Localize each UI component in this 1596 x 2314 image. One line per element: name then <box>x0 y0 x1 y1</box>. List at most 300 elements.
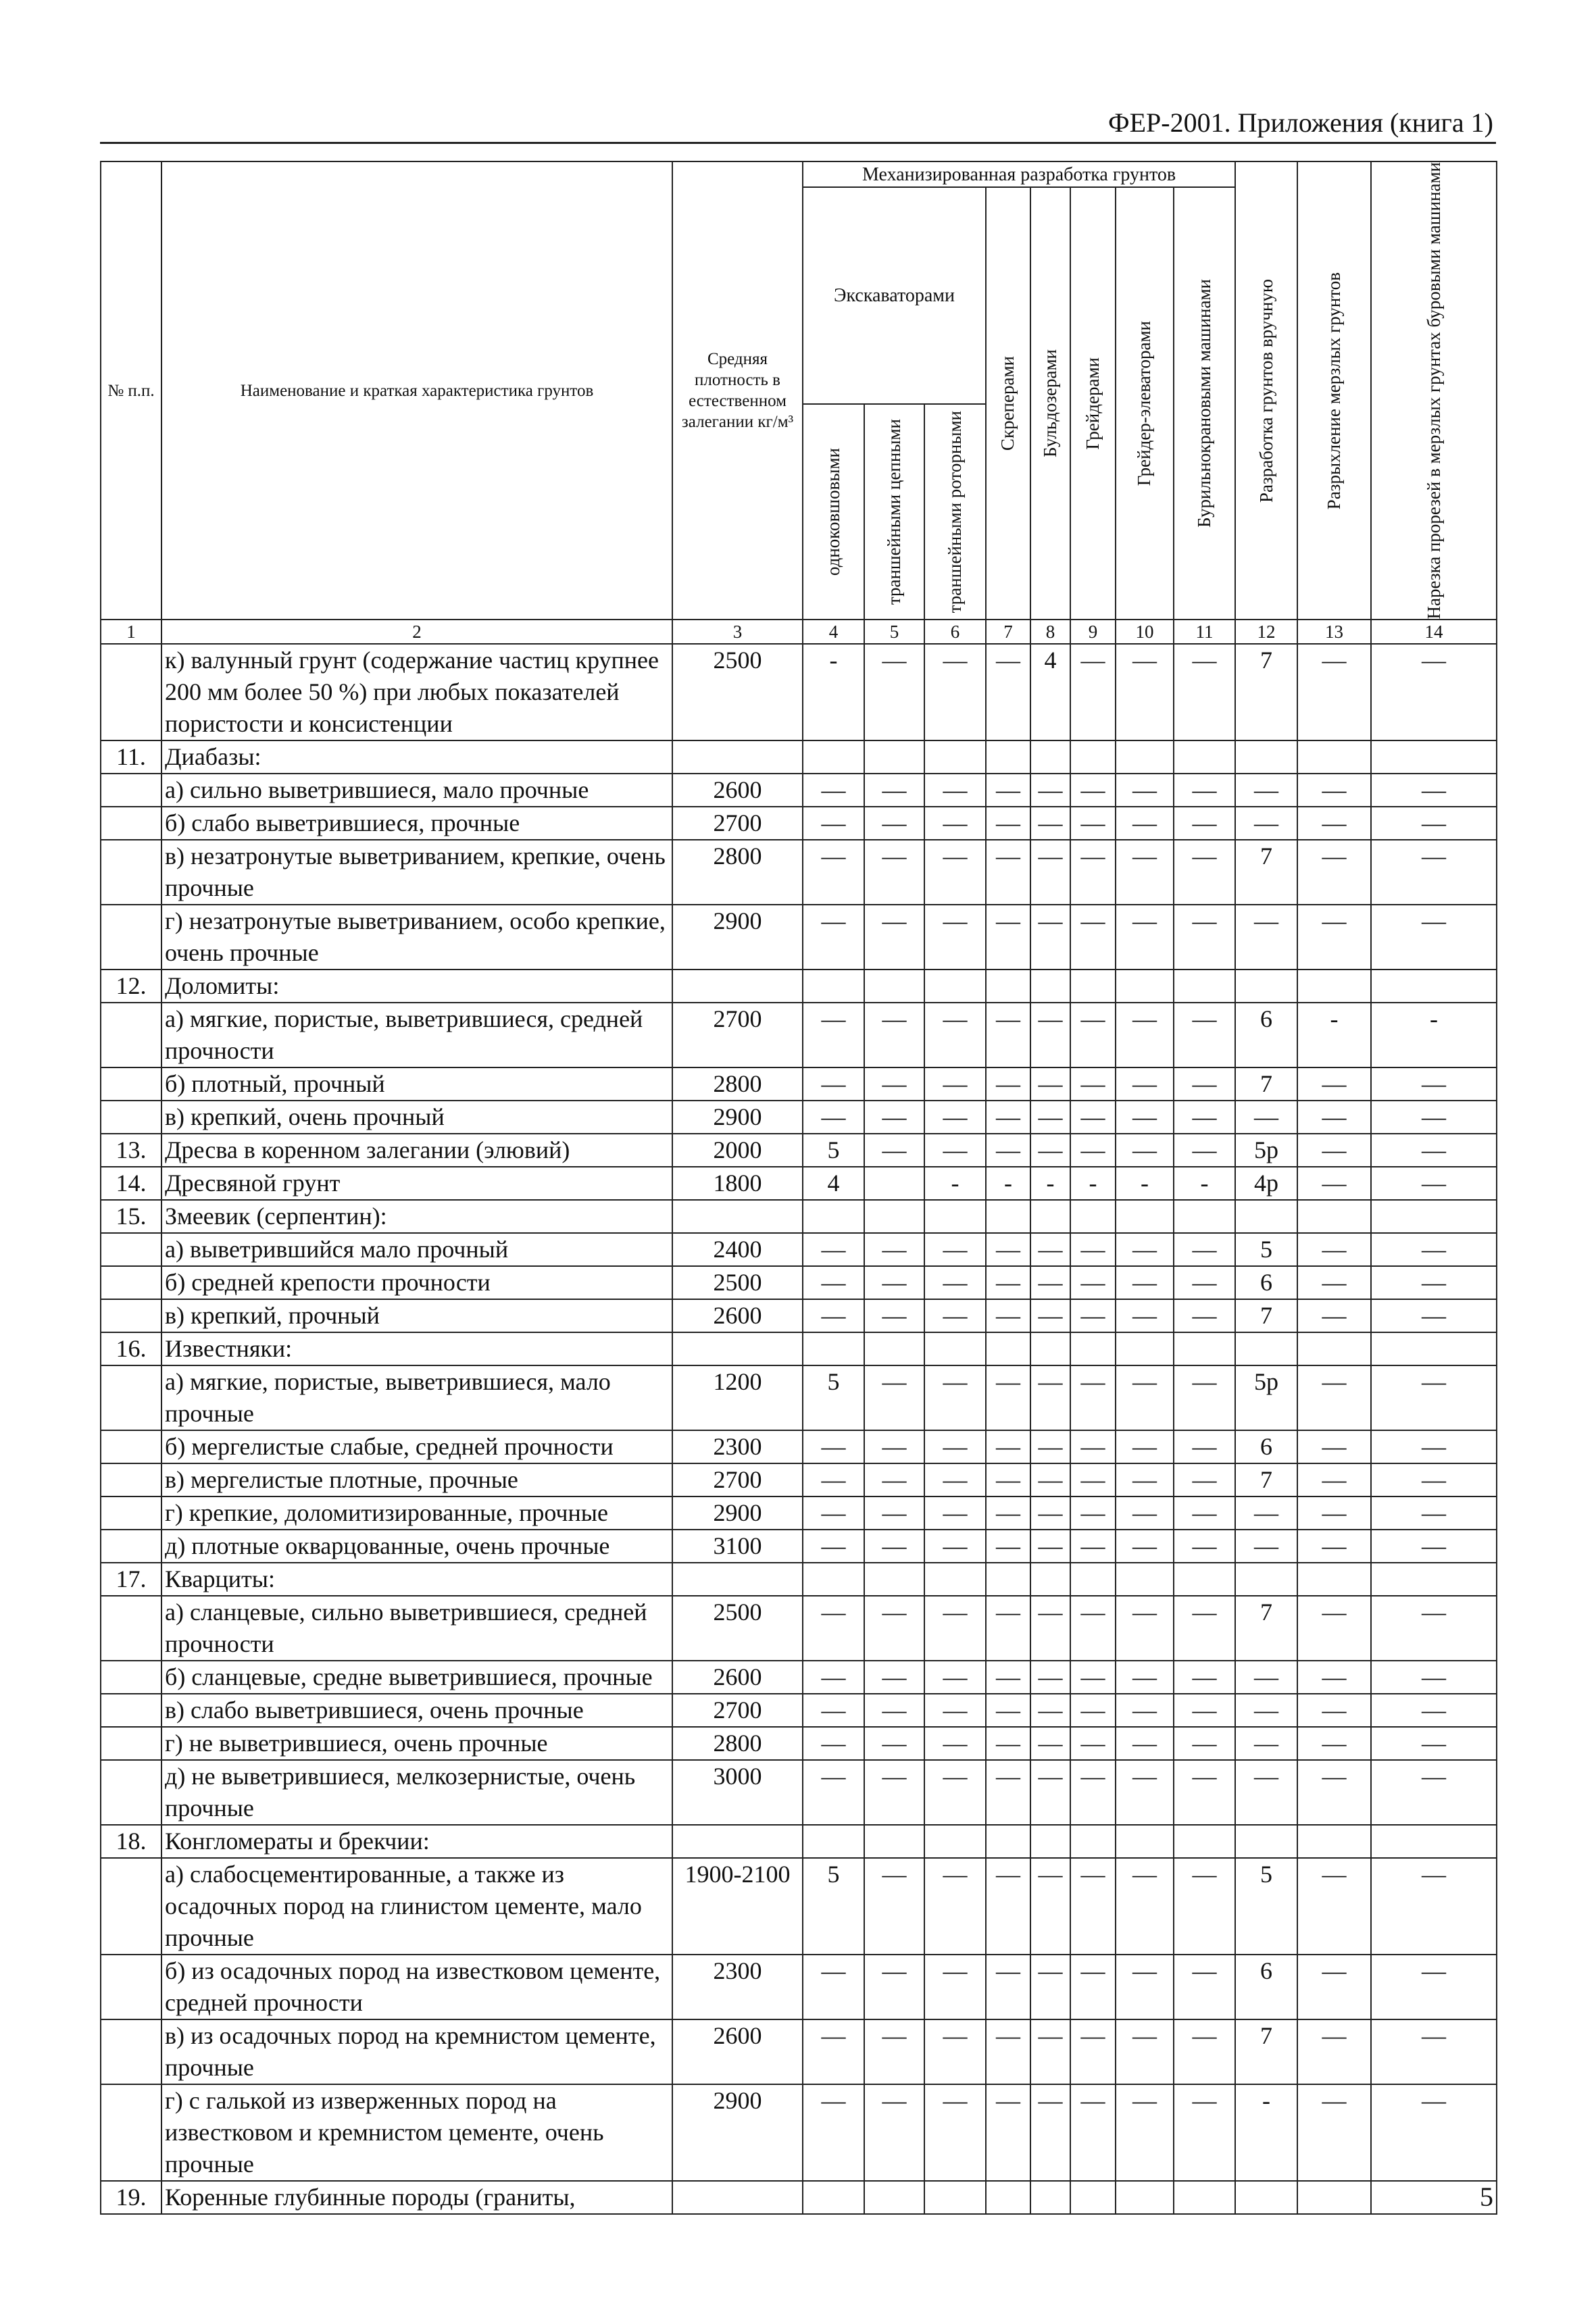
table-row <box>101 1134 1497 1167</box>
category-value <box>1371 1332 1497 1365</box>
soil-name: в) незатронутые выветриванием, крепкие, очень прочные <box>161 840 672 905</box>
category-value <box>1116 1563 1174 1596</box>
category-value <box>924 1825 986 1858</box>
category-value: — <box>1297 1365 1371 1430</box>
row-number: 13. <box>101 1134 161 1167</box>
category-value <box>803 740 864 774</box>
category-value: — <box>1070 1067 1116 1101</box>
column-number: 4 <box>803 620 864 644</box>
row-number <box>101 1101 161 1134</box>
category-value: — <box>803 1727 864 1760</box>
category-value: 7 <box>1235 2019 1297 2084</box>
row-number: 14. <box>101 1167 161 1200</box>
category-value: — <box>986 1530 1030 1563</box>
category-value: — <box>1174 1101 1235 1134</box>
soil-name: б) сланцевые, средне выветрившиеся, прочные <box>161 1661 672 1694</box>
category-value <box>1116 2181 1174 2214</box>
category-value: — <box>1174 1266 1235 1299</box>
category-value: — <box>1030 840 1070 905</box>
soil-name: Диабазы: <box>161 740 672 774</box>
density-value <box>672 1563 803 1596</box>
category-value: — <box>1116 1003 1174 1067</box>
density-value: 2900 <box>672 1101 803 1134</box>
category-value: — <box>1116 1101 1174 1134</box>
category-value <box>1116 740 1174 774</box>
category-value <box>1235 970 1297 1003</box>
category-value: — <box>986 2084 1030 2181</box>
category-value: — <box>986 807 1030 840</box>
density-value: 1900-2100 <box>672 1858 803 1955</box>
category-value: — <box>1030 774 1070 807</box>
category-value <box>1235 1332 1297 1365</box>
category-value: — <box>803 2084 864 2181</box>
category-value: — <box>924 1661 986 1694</box>
soil-name: Кварциты: <box>161 1563 672 1596</box>
category-value: — <box>1030 2084 1070 2181</box>
category-value: — <box>1371 1496 1497 1530</box>
category-value <box>1116 1332 1174 1365</box>
row-number <box>101 1530 161 1563</box>
category-value: — <box>1235 1496 1297 1530</box>
header-drill-machines: Бурильнокрановыми машинами <box>1174 187 1235 620</box>
category-value <box>1030 1563 1070 1596</box>
category-value: — <box>1116 905 1174 970</box>
category-value: — <box>1297 1067 1371 1101</box>
category-value: — <box>864 1299 924 1332</box>
density-value: 2700 <box>672 1694 803 1727</box>
category-value: — <box>924 1003 986 1067</box>
category-value: — <box>1235 1727 1297 1760</box>
category-value: — <box>986 1463 1030 1496</box>
category-value: - <box>1116 1167 1174 1200</box>
category-value: — <box>1371 840 1497 905</box>
density-value: 2500 <box>672 644 803 740</box>
category-value: — <box>924 1694 986 1727</box>
table-row <box>101 1727 1497 1760</box>
category-value: - <box>1371 1003 1497 1067</box>
category-value: — <box>1030 1496 1070 1530</box>
category-value: — <box>986 1955 1030 2019</box>
row-number <box>101 774 161 807</box>
row-number: 16. <box>101 1332 161 1365</box>
row-number <box>101 1727 161 1760</box>
category-value: — <box>1297 1299 1371 1332</box>
category-value: — <box>1030 1233 1070 1266</box>
header-frozen-loosening: Разрыхление мерзлых грунтов <box>1297 161 1371 620</box>
running-head: ФЕР-2001. Приложения (книга 1) <box>1108 107 1493 138</box>
category-value <box>986 1825 1030 1858</box>
table-row <box>101 1760 1497 1825</box>
category-value: — <box>924 1101 986 1134</box>
category-value: — <box>1116 840 1174 905</box>
soil-name: а) сильно выветрившиеся, мало прочные <box>161 774 672 807</box>
soil-name: Змеевик (серпентин): <box>161 1200 672 1233</box>
table-row <box>101 1858 1497 1955</box>
category-value: — <box>1297 1134 1371 1167</box>
soil-name: б) мергелистые слабые, средней прочности <box>161 1430 672 1463</box>
category-value <box>1235 2181 1297 2214</box>
category-value: — <box>986 1101 1030 1134</box>
category-value: — <box>1371 1134 1497 1167</box>
category-value: — <box>1371 1101 1497 1134</box>
category-value: — <box>1070 1430 1116 1463</box>
category-value: — <box>864 1003 924 1067</box>
row-number <box>101 1266 161 1299</box>
category-value: — <box>864 1496 924 1530</box>
category-value <box>1116 970 1174 1003</box>
row-number <box>101 807 161 840</box>
category-value: — <box>1070 1694 1116 1727</box>
category-value: — <box>986 2019 1030 2084</box>
table-row <box>101 1233 1497 1266</box>
category-value: — <box>1070 2019 1116 2084</box>
category-value: — <box>864 1430 924 1463</box>
table-row <box>101 840 1497 905</box>
category-value: — <box>864 644 924 740</box>
category-value: 5р <box>1235 1134 1297 1167</box>
soil-name: д) не выветрившиеся, мелкозернистые, очень прочные <box>161 1760 672 1825</box>
row-number <box>101 2019 161 2084</box>
category-value: — <box>1070 1365 1116 1430</box>
category-value: — <box>1371 644 1497 740</box>
category-value: — <box>1174 1134 1235 1167</box>
category-value: — <box>1174 807 1235 840</box>
category-value: — <box>803 1003 864 1067</box>
category-value: — <box>1070 644 1116 740</box>
category-value <box>864 970 924 1003</box>
table-row <box>101 1101 1497 1134</box>
category-value: — <box>803 1463 864 1496</box>
density-value: 1800 <box>672 1167 803 1200</box>
category-value: — <box>803 1101 864 1134</box>
category-value <box>1174 2181 1235 2214</box>
category-value: — <box>1371 774 1497 807</box>
density-value <box>672 1825 803 1858</box>
category-value: 4 <box>1030 644 1070 740</box>
category-value: — <box>924 1067 986 1101</box>
category-value: — <box>1371 1694 1497 1727</box>
category-value: — <box>1297 1727 1371 1760</box>
row-number <box>101 1858 161 1955</box>
category-value: — <box>1070 1101 1116 1134</box>
soil-name: г) незатронутые выветриванием, особо крепкие, очень прочные <box>161 905 672 970</box>
category-value: — <box>986 1134 1030 1167</box>
header-trench-chain: траншейными цепными <box>864 404 924 620</box>
category-value: — <box>924 1430 986 1463</box>
category-value: 5 <box>803 1858 864 1955</box>
category-value: — <box>924 1955 986 2019</box>
category-value: — <box>864 1858 924 1955</box>
category-value: 4 <box>803 1167 864 1200</box>
category-value: — <box>1116 1299 1174 1332</box>
soil-name: б) слабо выветрившиеся, прочные <box>161 807 672 840</box>
header-manual: Разработка грунтов вручную <box>1235 161 1297 620</box>
category-value: — <box>1030 2019 1070 2084</box>
table-row <box>101 774 1497 807</box>
header-num: № п.п. <box>101 161 161 620</box>
category-value: — <box>1116 1596 1174 1661</box>
row-number <box>101 1496 161 1530</box>
table-row <box>101 1496 1497 1530</box>
category-value: — <box>924 840 986 905</box>
header-mechanized: Механизированная разработка грунтов <box>803 161 1235 187</box>
category-value: — <box>1371 1760 1497 1825</box>
header-single-bucket: одноковшовыми <box>803 404 864 620</box>
category-value: — <box>803 1760 864 1825</box>
density-value: 2600 <box>672 1661 803 1694</box>
category-value: — <box>986 1727 1030 1760</box>
category-value: 6 <box>1235 1430 1297 1463</box>
header-trench-rotor: траншейными роторными <box>924 404 986 620</box>
category-value: — <box>1297 1661 1371 1694</box>
category-value: — <box>1371 1430 1497 1463</box>
row-number <box>101 1596 161 1661</box>
category-value <box>1371 1825 1497 1858</box>
density-value <box>672 1332 803 1365</box>
category-value: 4р <box>1235 1167 1297 1200</box>
category-value <box>864 1200 924 1233</box>
category-value: — <box>1116 1463 1174 1496</box>
category-value: — <box>986 1496 1030 1530</box>
table-row <box>101 1266 1497 1299</box>
category-value: — <box>1371 1067 1497 1101</box>
category-value: — <box>1174 1858 1235 1955</box>
row-number <box>101 1365 161 1430</box>
category-value: — <box>1371 905 1497 970</box>
category-value: - <box>803 644 864 740</box>
category-value: — <box>1030 1596 1070 1661</box>
category-value: — <box>864 807 924 840</box>
category-value <box>1174 740 1235 774</box>
category-value <box>1235 740 1297 774</box>
category-value <box>864 2181 924 2214</box>
category-value: — <box>1116 1266 1174 1299</box>
category-value: — <box>986 1661 1030 1694</box>
category-value: - <box>1070 1167 1116 1200</box>
category-value: — <box>864 1463 924 1496</box>
category-value: — <box>1371 1530 1497 1563</box>
category-value: — <box>803 1430 864 1463</box>
table-row <box>101 1200 1497 1233</box>
category-value: — <box>803 1530 864 1563</box>
header-graders: Грейдерами <box>1070 187 1116 620</box>
category-value <box>924 1200 986 1233</box>
category-value <box>1030 1200 1070 1233</box>
category-value: — <box>986 905 1030 970</box>
density-value: 2800 <box>672 1727 803 1760</box>
table-row <box>101 1332 1497 1365</box>
soil-name: к) валунный грунт (содержание частиц крупнее 200 мм более 50 %) при любых показателей пористости и консистенции <box>161 644 672 740</box>
category-value <box>864 1825 924 1858</box>
category-value: — <box>864 1134 924 1167</box>
table-row <box>101 2019 1497 2084</box>
density-value <box>672 740 803 774</box>
column-number: 14 <box>1371 620 1497 644</box>
category-value <box>986 1563 1030 1596</box>
category-value: — <box>803 774 864 807</box>
category-value <box>803 2181 864 2214</box>
category-value: — <box>1174 644 1235 740</box>
category-value: — <box>1174 1496 1235 1530</box>
table-row <box>101 1661 1497 1694</box>
category-value: — <box>1235 1530 1297 1563</box>
category-value: — <box>1297 1167 1371 1200</box>
row-number <box>101 1299 161 1332</box>
category-value: - <box>986 1167 1030 1200</box>
category-value: — <box>1371 1266 1497 1299</box>
category-value: — <box>1297 807 1371 840</box>
category-value: — <box>864 2084 924 2181</box>
category-value: — <box>1030 1694 1070 1727</box>
category-value: — <box>864 1661 924 1694</box>
category-value: — <box>1116 1430 1174 1463</box>
soil-name: д) плотные окварцованные, очень прочные <box>161 1530 672 1563</box>
density-value: 2700 <box>672 807 803 840</box>
soil-name: в) слабо выветрившиеся, очень прочные <box>161 1694 672 1727</box>
row-number <box>101 840 161 905</box>
category-value: — <box>924 1365 986 1430</box>
category-value: — <box>924 644 986 740</box>
category-value: — <box>1070 1530 1116 1563</box>
category-value: — <box>1174 905 1235 970</box>
density-value: 1200 <box>672 1365 803 1430</box>
category-value: — <box>1070 1727 1116 1760</box>
category-value: — <box>1297 774 1371 807</box>
category-value: — <box>803 1955 864 2019</box>
category-value <box>924 1563 986 1596</box>
category-value: — <box>986 1003 1030 1067</box>
category-value: — <box>1030 1760 1070 1825</box>
category-value: — <box>924 2019 986 2084</box>
category-value: — <box>986 1365 1030 1430</box>
category-value: — <box>924 1463 986 1496</box>
category-value <box>1297 2181 1371 2214</box>
category-value: — <box>1174 1760 1235 1825</box>
category-value: — <box>924 774 986 807</box>
category-value: — <box>1116 1858 1174 1955</box>
category-value: — <box>924 1727 986 1760</box>
row-number: 18. <box>101 1825 161 1858</box>
category-value: 7 <box>1235 644 1297 740</box>
category-value: — <box>864 774 924 807</box>
column-number-row <box>101 620 1497 644</box>
category-value: - <box>1297 1003 1371 1067</box>
category-value: — <box>1030 1003 1070 1067</box>
row-number <box>101 1463 161 1496</box>
density-value: 2400 <box>672 1233 803 1266</box>
category-value <box>1297 970 1371 1003</box>
category-value: — <box>1297 1596 1371 1661</box>
category-value <box>986 1332 1030 1365</box>
category-value <box>1371 970 1497 1003</box>
category-value <box>1030 740 1070 774</box>
soil-name: б) из осадочных пород на известковом цементе, средней прочности <box>161 1955 672 2019</box>
row-number <box>101 1955 161 2019</box>
category-value: — <box>1030 1101 1070 1134</box>
category-value: — <box>1030 1727 1070 1760</box>
category-value: — <box>1070 1858 1116 1955</box>
category-value: — <box>1030 1530 1070 1563</box>
table-row <box>101 2181 1497 2214</box>
soil-name: Известняки: <box>161 1332 672 1365</box>
category-value <box>986 1200 1030 1233</box>
density-value: 2000 <box>672 1134 803 1167</box>
category-value: — <box>1297 1233 1371 1266</box>
category-value: — <box>1116 774 1174 807</box>
category-value: — <box>924 1496 986 1530</box>
table-row <box>101 807 1497 840</box>
category-value: — <box>1070 774 1116 807</box>
column-number: 7 <box>986 620 1030 644</box>
row-number <box>101 1661 161 1694</box>
category-value <box>986 2181 1030 2214</box>
soil-name: а) сланцевые, сильно выветрившиеся, средней прочности <box>161 1596 672 1661</box>
category-value <box>1116 1825 1174 1858</box>
category-value: — <box>1070 807 1116 840</box>
table-row <box>101 2084 1497 2181</box>
category-value: 5р <box>1235 1365 1297 1430</box>
category-value: — <box>803 1596 864 1661</box>
column-number: 3 <box>672 620 803 644</box>
category-value: — <box>1174 1463 1235 1496</box>
category-value: — <box>1030 807 1070 840</box>
category-value: — <box>1070 1233 1116 1266</box>
table-row <box>101 1003 1497 1067</box>
category-value <box>864 1167 924 1200</box>
density-value: 2300 <box>672 1955 803 2019</box>
category-value: — <box>1235 905 1297 970</box>
category-value: - <box>1174 1167 1235 1200</box>
column-number: 9 <box>1070 620 1116 644</box>
category-value: 6 <box>1235 1955 1297 2019</box>
category-value: — <box>986 840 1030 905</box>
soil-name: Дресва в коренном залегании (элювий) <box>161 1134 672 1167</box>
category-value: — <box>1297 1430 1371 1463</box>
header-bulldozers: Бульдозерами <box>1030 187 1070 620</box>
category-value <box>1070 1825 1116 1858</box>
row-number <box>101 1067 161 1101</box>
category-value <box>1297 1200 1371 1233</box>
density-value: 3000 <box>672 1760 803 1825</box>
column-number: 11 <box>1174 620 1235 644</box>
category-value: — <box>1116 2084 1174 2181</box>
category-value: — <box>1116 1134 1174 1167</box>
category-value: — <box>1371 1727 1497 1760</box>
category-value <box>1070 1563 1116 1596</box>
category-value: — <box>1371 807 1497 840</box>
category-value: — <box>1174 840 1235 905</box>
category-value: — <box>1371 1233 1497 1266</box>
category-value: — <box>986 1299 1030 1332</box>
category-value: — <box>1070 1955 1116 2019</box>
category-value: — <box>1371 1858 1497 1955</box>
category-value: — <box>1297 1530 1371 1563</box>
category-value <box>986 740 1030 774</box>
density-value: 2900 <box>672 905 803 970</box>
density-value <box>672 970 803 1003</box>
category-value: — <box>1371 1661 1497 1694</box>
category-value: — <box>803 1694 864 1727</box>
category-value: — <box>1116 1496 1174 1530</box>
category-value: — <box>1070 1596 1116 1661</box>
category-value: — <box>986 1067 1030 1101</box>
category-value: — <box>803 807 864 840</box>
category-value: 5 <box>1235 1233 1297 1266</box>
category-value <box>1174 1332 1235 1365</box>
category-value: — <box>1174 1955 1235 2019</box>
table-row <box>101 1825 1497 1858</box>
category-value: — <box>1174 1430 1235 1463</box>
